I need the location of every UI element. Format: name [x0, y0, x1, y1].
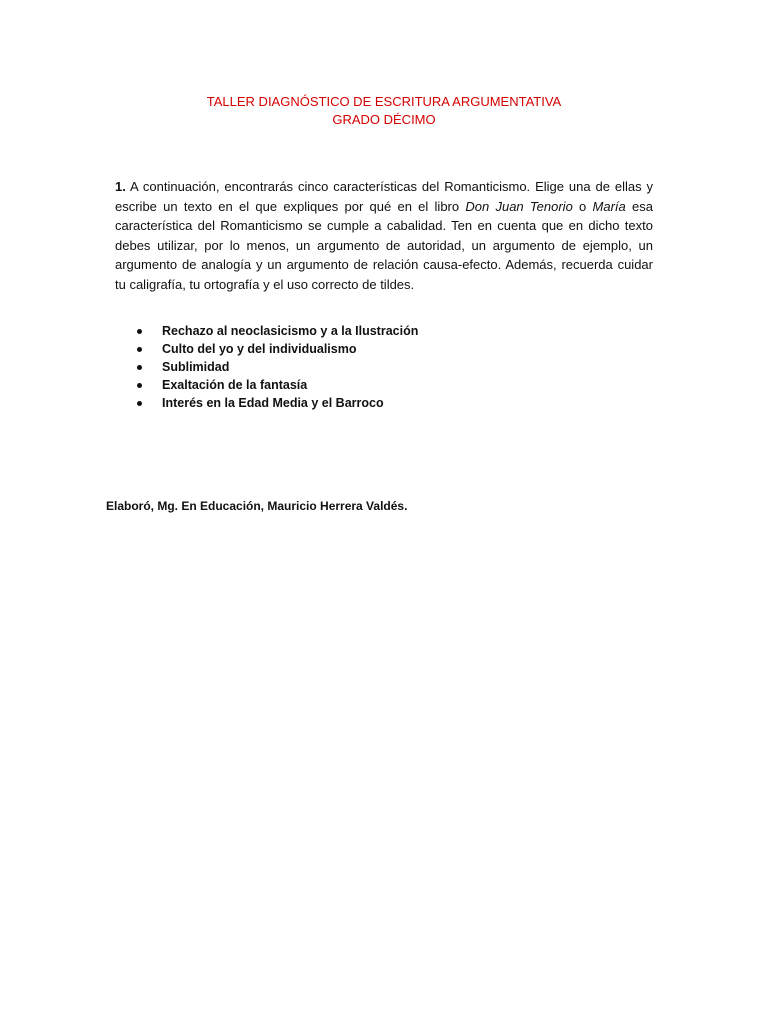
question-text-part1: A continuación, encontrarás cinco características del Romanticismo. Elige una de ellas y escribe un texto en el que expliques por qué en el libro	[115, 179, 653, 214]
bullet-icon	[137, 383, 142, 388]
book-title-maria: María	[592, 198, 626, 214]
list-item	[133, 322, 418, 340]
list-item	[133, 340, 418, 358]
question-connector: o	[572, 198, 593, 214]
question-paragraph	[115, 177, 653, 294]
document-subtitle: GRADO DÉCIMO	[332, 112, 436, 127]
list-item	[133, 376, 418, 394]
bullet-icon	[137, 347, 142, 352]
list-item-label: Culto del yo y del individualismo	[162, 342, 357, 356]
bullet-icon	[137, 365, 142, 370]
document-title: TALLER DIAGNÓSTICO DE ESCRITURA ARGUMENTATIVA	[206, 94, 562, 109]
list-item-label: Rechazo al neoclasicismo y a la Ilustración	[162, 324, 419, 338]
characteristics-list	[133, 322, 418, 412]
list-item-label: Sublimidad	[162, 360, 230, 374]
bullet-icon	[137, 329, 142, 334]
bullet-icon	[137, 401, 142, 406]
list-item	[133, 358, 418, 376]
question-number: 1.	[115, 179, 126, 194]
author-credit: Elaboró, Mg. En Educación, Mauricio Herrera Valdés.	[106, 499, 408, 513]
list-item-label: Exaltación de la fantasía	[162, 378, 308, 392]
book-title-don-juan: Don Juan Tenorio	[465, 198, 573, 214]
list-item	[133, 394, 418, 412]
list-item-label: Interés en la Edad Media y el Barroco	[162, 396, 384, 410]
question-text-part2: esa característica del Romanticismo se cumple a cabalidad. Ten en cuenta que en dicho texto debes utilizar, por lo menos, un argumento de autoridad, un argumento de ejemplo, un argumento de analogía y un argumento de relación causa-efecto. Además, recuerda cuidar tu caligrafía, tu ortografía y el uso correcto de tildes.	[115, 198, 653, 292]
